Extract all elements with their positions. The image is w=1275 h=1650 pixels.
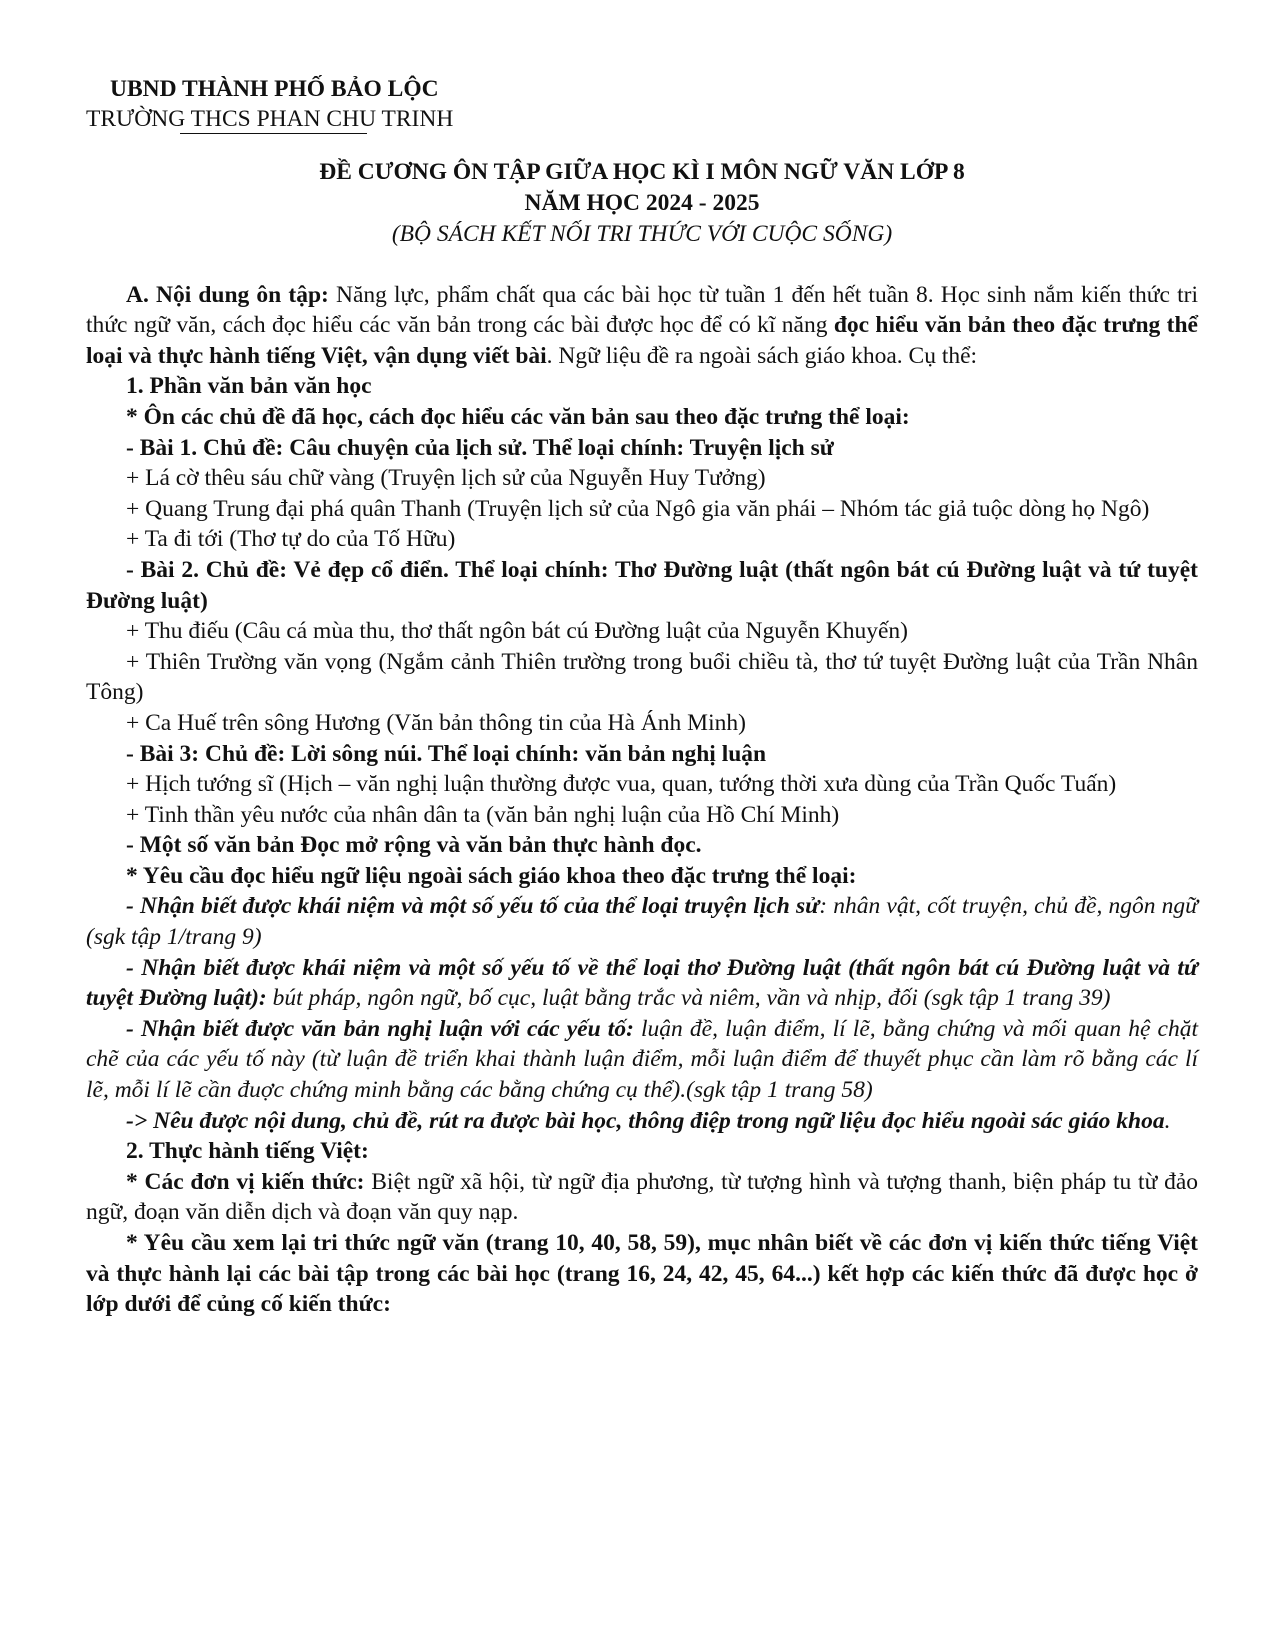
lesson2-heading: - Bài 2. Chủ đề: Vẻ đẹp cổ điển. Thể loại chính: Thơ Đường luật (thất ngôn bát cú Đường luật và tứ tuyệt Đường luật)	[86, 556, 1198, 614]
document-header	[86, 74, 1198, 135]
req1-rest: : nhân vật, cốt truyện, chủ đề, ngôn ngữ (sgk tập 1/trang 9)	[86, 893, 1198, 951]
lesson1-item: + Lá cờ thêu sáu chữ vàng (Truyện lịch sử của Nguyễn Huy Tưởng)	[126, 465, 766, 492]
title-line-1: ĐỀ CƯƠNG ÔN TẬP GIỮA HỌC KÌ I MÔN NGỮ VĂN LỚP 8	[319, 158, 965, 185]
req3-rest: luận đề, luận điểm, lí lẽ, bằng chứng và mối quan hệ chặt chẽ của các yếu tố này (từ luận đề triển khai thành luận điểm, mỗi luận điểm để thuyết phục cần làm rõ bằng các lí lẽ, mỗi lí lẽ cần đuợc chứng minh bằng các bằng chứng cụ thể).(sgk tập 1 trang 58)	[86, 1015, 1198, 1104]
requirement-history-story	[86, 891, 1198, 952]
part1-review-heading: * Ôn các chủ đề đã học, cách đọc hiểu các văn bản sau theo đặc trưng thể loại:	[126, 403, 910, 430]
title-line-2: NĂM HỌC 2024 - 2025	[524, 189, 760, 216]
units-label: * Các đơn vị kiến thức:	[126, 1168, 365, 1195]
lesson3-item: + Tinh thần yêu nước của nhân dân ta (văn bản nghị luận của Hồ Chí Minh)	[126, 801, 840, 828]
req1-bold: - Nhận biết được khái niệm và một số yếu tố của thể loại truyện lịch sử	[126, 893, 820, 920]
lesson3-item: + Hịch tướng sĩ (Hịch – văn nghị luận thường được vua, quan, tướng thời xưa dùng của Trần Quốc Tuấn)	[126, 771, 1117, 798]
reading-conclusion	[86, 1106, 1198, 1137]
lesson1-heading: - Bài 1. Chủ đề: Câu chuyện của lịch sử. Thể loại chính: Truyện lịch sử	[126, 434, 834, 461]
document-title	[86, 157, 1198, 250]
requirements-heading: * Yêu cầu đọc hiểu ngữ liệu ngoài sách giáo khoa theo đặc trưng thể loại:	[126, 862, 857, 889]
school-name-wrap	[86, 104, 453, 134]
part2-heading: 2. Thực hành tiếng Việt:	[126, 1138, 369, 1165]
lesson1-item: + Quang Trung đại phá quân Thanh (Truyện lịch sử của Ngô gia văn phái – Nhóm tác giả tuộc dòng họ Ngô)	[126, 495, 1150, 522]
part2-review-requirement: * Yêu cầu xem lại tri thức ngữ văn (trang 10, 40, 58, 59), mục nhân biết về các đơn vị kiến thức tiếng Việt và thực hành lại các bài tập trong các bài học (trang 16, 24, 42, 45, 64...) kết hợp các kiến thức đã được học ở lớp dưới để củng cố kiến thức:	[86, 1230, 1198, 1318]
lesson2-item: + Ca Huế trên sông Hương (Văn bản thông tin của Hà Ánh Minh)	[126, 709, 746, 736]
lesson3-heading: - Bài 3: Chủ đề: Lời sông núi. Thể loại chính: văn bản nghị luận	[126, 740, 767, 767]
req2-bold: - Nhận biết được khái niệm và một số yếu tố về thể loại thơ Đường luật (thất ngôn bát cú Đường luật và tứ tuyệt Đường luật):	[86, 954, 1198, 1012]
school-name: TRƯỜNG THCS PHAN CHU TRINH	[86, 106, 454, 132]
requirement-tang-poetry	[86, 953, 1198, 1014]
lesson2-item: + Thu điếu (Câu cá mùa thu, thơ thất ngôn bát cú Đường luật của Nguyễn Khuyến)	[126, 618, 908, 645]
section-a-bold: đọc hiểu văn bản theo đặc trưng thể loại và thực hành tiếng Việt, vận dụng viết bài	[86, 312, 1198, 369]
title-line-3: (BỘ SÁCH KẾT NỐI TRI THỨC VỚI CUỘC SỐNG)	[391, 220, 893, 247]
req3-bold: - Nhận biết được văn bản nghị luận với các yếu tố:	[126, 1015, 634, 1042]
conclusion-rest: .	[1164, 1107, 1171, 1134]
school-underline	[180, 133, 367, 134]
part2-units	[86, 1167, 1198, 1228]
requirement-argument-text	[86, 1014, 1198, 1106]
lesson2-item: + Thiên Trường văn vọng (Ngắm cảnh Thiên trường trong buổi chiều tà, thơ tứ tuyệt Đường luật của Trần Nhân Tông)	[86, 648, 1198, 706]
extra-reading: - Một số văn bản Đọc mở rộng và văn bản thực hành đọc.	[126, 832, 702, 859]
req2-rest: bút pháp, ngôn ngữ, bố cục, luật bằng trắc và niêm, vần và nhịp, đối (sgk tập 1 trang 39)	[266, 985, 1111, 1012]
lesson1-item: + Ta đi tới (Thơ tự do của Tố Hữu)	[126, 526, 456, 553]
section-a-label: A. Nội dung ôn tập:	[126, 281, 329, 308]
conclusion-bold: -> Nêu được nội dung, chủ đề, rút ra được bài học, thông điệp trong ngữ liệu đọc hiểu ngoài sác giáo khoa	[126, 1107, 1165, 1134]
document-page	[86, 74, 1198, 1320]
section-a-text-1: Năng lực, phẩm chất qua các bài học từ tuần 1 đến hết tuần 8. Học sinh nắm kiến thức tri thức ngữ văn, cách đọc hiểu các văn bản trong các bài được học để có kĩ năng	[86, 281, 1198, 339]
section-a-paragraph	[86, 280, 1198, 372]
section-a-text-2: . Ngữ liệu đề ra ngoài sách giáo khoa. Cụ thể:	[546, 342, 978, 369]
org-name: UBND THÀNH PHỐ BẢO LỘC	[110, 76, 439, 102]
units-text: Biệt ngữ xã hội, từ ngữ địa phương, từ tượng hình và tượng thanh, biện pháp tu từ đảo ngữ, đoạn văn diễn dịch và đoạn văn quy nạp.	[86, 1168, 1199, 1226]
part1-heading: 1. Phần văn bản văn học	[126, 373, 372, 400]
